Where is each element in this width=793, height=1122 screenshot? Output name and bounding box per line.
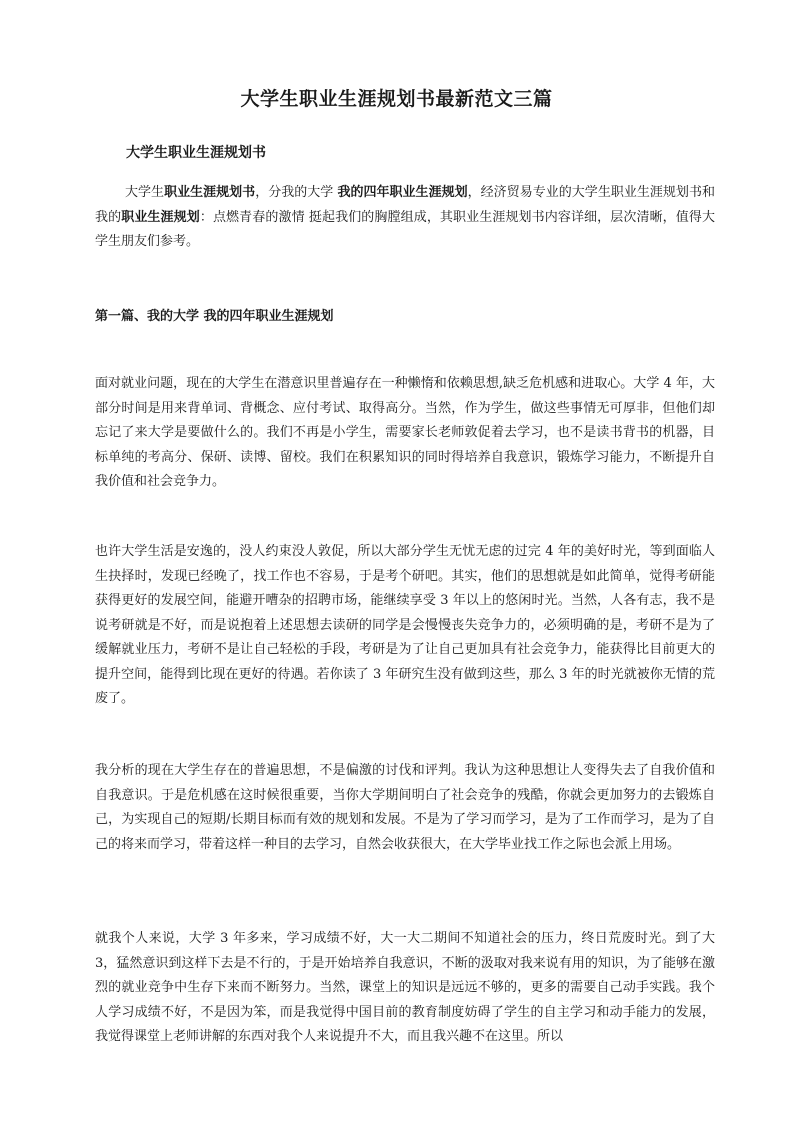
intro-text-3: ，经济贸易专业的大学生职业生涯规划书和我的 xyxy=(95,185,715,225)
intro-paragraph xyxy=(95,181,715,255)
intro-text-2: ，分我的大学 xyxy=(255,185,338,200)
body-paragraph-3: 我分析的现在大学生存在的普遍思想，不是偏激的讨伐和评判。我认为这种思想让人变得失去了自我价值和自我意识。于是危机感在这时候很重要，当你大学期间明白了社会竞争的残酷，你就会更加努力的去锻炼自己，为实现自己的短期/长期目标而有效的规划和发展。不是为了学习而学习，是为了工作而学习，是为了自己的将来而学习，带着这样一种目的去学习，自然会收获很大，在大学毕业找工作之际也会派上用场。 xyxy=(95,763,715,852)
body-paragraph-1: 面对就业问题，现在的大学生在潜意识里普遍存在一种懒惰和依赖思想,缺乏危机感和进取心。大学 4 年，大部分时间是用来背单词、背概念、应付考试、取得高分。当然，作为学生，做这些事情无可厚非，但他们却忘记了来大学是要做什么的。我们不再是小学生，需要家长老师敦促着去学习，也不是读书背书的机器，目标单纯的考高分、保研、读博、留校。我们在积累知识的同时得培养自我意识，锻炼学习能力，不断提升自我价值和社会竞争力。 xyxy=(95,376,715,489)
body-paragraph-2: 也许大学生活是安逸的，没人约束没人敦促，所以大部分学生无忧无虑的过完 4 年的美好时光，等到面临人生抉择时，发现已经晚了，找工作也不容易，于是考个研吧。其实，他们的思想就是如此简单，觉得考研能获得更好的发展空间，能避开嘈杂的招聘市场，能继续享受 3 年以上的悠闲时光。当然，人各有志，我不是说考研就是不好，而是说抱着上述思想去读研的同学是会慢慢丧失竞争力的，必须明确的是，考研不是为了缓解就业压力，考研不是让自己轻松的手段，考研是为了让自己更加具有社会竞争力，能获得比目前更大的提升空间，能得到比现在更好的待遇。若你读了 3 年研究生没有做到这些，那么 3 年的时光就被你无情的荒废了。 xyxy=(95,544,715,706)
intro-bold-3: 职业生涯规划 xyxy=(121,209,200,225)
intro-text-1: 大学生 xyxy=(125,185,165,200)
section-heading: 第一篇、我的大学 我的四年职业生涯规划 xyxy=(95,309,334,324)
document-subtitle: 大学生职业生涯规划书 xyxy=(126,145,266,161)
intro-bold-1: 职业生涯规划书 xyxy=(164,185,256,200)
intro-text-4: ：点燃青春的激情 挺起我们的胸膛组成，其职业生涯规划书内容详细，层次清晰，值得大学生朋友们参考。 xyxy=(95,209,715,249)
body-paragraph-4: 就我个人来说，大学 3 年多来，学习成绩不好，大一大二期间不知道社会的压力，终日荒废时光。到了大 3，猛然意识到这样下去是不行的，于是开始培养自我意识，不断的汲取对我来说有用的知识，为了能够在激烈的就业竞争中生存下来而不断努力。当然，课堂上的知识是远远不够的，更多的需要自己动手实践。我个人学习成绩不好，不是因为笨，而是我觉得中国目前的教育制度妨碍了学生的自主学习和动手能力的发展，我觉得课堂上老师讲解的东西对我个人来说提升不大，而且我兴趣不在这里。所以 xyxy=(95,931,715,1044)
document-title: 大学生职业生涯规划书最新范文三篇 xyxy=(240,88,553,110)
intro-bold-2: 我的四年职业生涯规划 xyxy=(337,185,468,200)
